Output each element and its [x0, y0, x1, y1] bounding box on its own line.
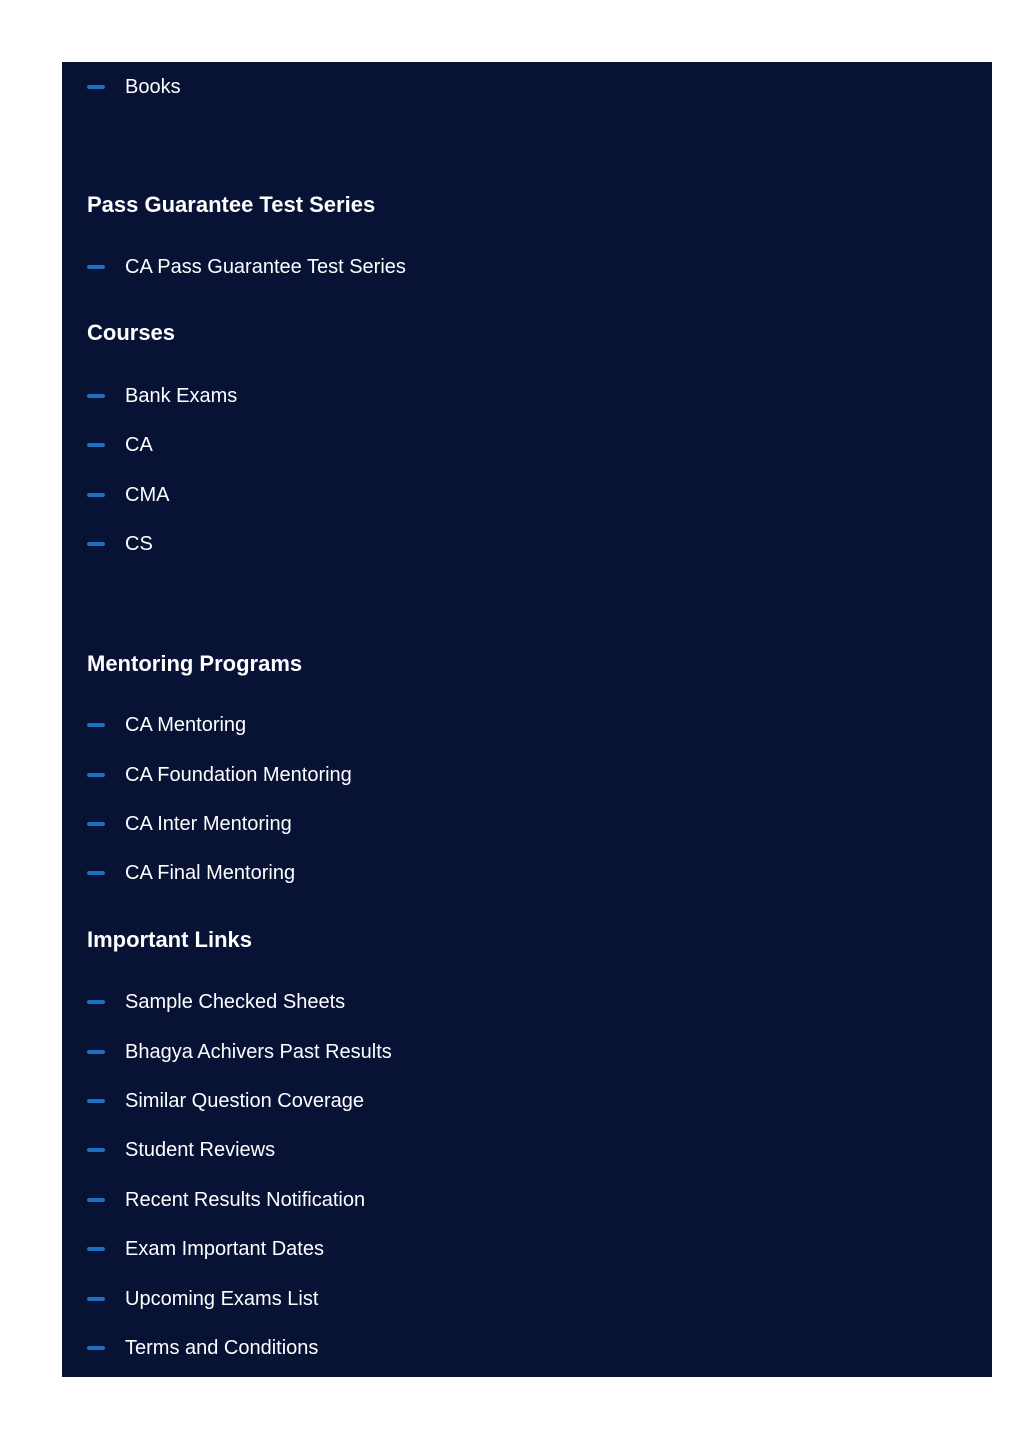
dash-bullet-icon — [87, 443, 105, 447]
link-label: CMA — [125, 484, 170, 506]
dash-bullet-icon — [87, 1148, 105, 1152]
dash-bullet-icon — [87, 493, 105, 497]
section-heading-pass-guarantee: Pass Guarantee Test Series — [87, 192, 376, 217]
link-bhagya-achivers-past-results[interactable] — [87, 1040, 392, 1064]
link-ca-final-mentoring[interactable] — [87, 861, 295, 885]
dash-bullet-icon — [87, 723, 105, 727]
dash-bullet-icon — [87, 542, 105, 546]
dash-bullet-icon — [87, 773, 105, 777]
link-label: Books — [125, 76, 181, 98]
link-label: Recent Results Notification — [125, 1189, 366, 1211]
dash-bullet-icon — [87, 871, 105, 875]
dash-bullet-icon — [87, 394, 105, 398]
section-heading-mentoring-programs: Mentoring Programs — [87, 651, 303, 676]
link-label: CA Pass Guarantee Test Series — [125, 256, 406, 278]
dash-bullet-icon — [87, 1000, 105, 1004]
dash-bullet-icon — [87, 1247, 105, 1251]
link-label: Bhagya Achivers Past Results — [125, 1041, 392, 1063]
link-label: Student Reviews — [125, 1139, 276, 1161]
link-label: Terms and Conditions — [125, 1337, 319, 1359]
link-books[interactable] — [87, 75, 181, 99]
link-ca[interactable] — [87, 433, 153, 457]
link-recent-results-notification[interactable] — [87, 1188, 365, 1212]
link-similar-question-coverage[interactable] — [87, 1089, 364, 1113]
link-ca-inter-mentoring[interactable] — [87, 812, 292, 836]
link-ca-mentoring[interactable] — [87, 713, 246, 737]
section-heading-important-links: Important Links — [87, 927, 253, 952]
link-label: CA Foundation Mentoring — [125, 764, 352, 786]
link-label: CA Final Mentoring — [125, 862, 296, 884]
dash-bullet-icon — [87, 1297, 105, 1301]
dash-bullet-icon — [87, 822, 105, 826]
link-upcoming-exams-list[interactable] — [87, 1287, 318, 1311]
link-label: CA Inter Mentoring — [125, 813, 292, 835]
dash-bullet-icon — [87, 1346, 105, 1350]
dash-bullet-icon — [87, 85, 105, 89]
dash-bullet-icon — [87, 1099, 105, 1103]
link-student-reviews[interactable] — [87, 1138, 275, 1162]
link-label: Sample Checked Sheets — [125, 991, 346, 1013]
link-exam-important-dates[interactable] — [87, 1237, 324, 1261]
link-cs[interactable] — [87, 532, 153, 556]
dash-bullet-icon — [87, 1050, 105, 1054]
link-sample-checked-sheets[interactable] — [87, 990, 345, 1014]
link-label: CS — [125, 533, 153, 555]
section-heading-courses: Courses — [87, 320, 176, 345]
link-bank-exams[interactable] — [87, 384, 237, 408]
dash-bullet-icon — [87, 265, 105, 269]
footer-links-panel — [62, 62, 992, 1377]
link-terms-and-conditions[interactable] — [87, 1336, 318, 1360]
link-label: Exam Important Dates — [125, 1238, 324, 1260]
link-label: CA — [125, 434, 153, 456]
link-label: Upcoming Exams List — [125, 1288, 319, 1310]
link-label: Bank Exams — [125, 385, 238, 407]
link-label: CA Mentoring — [125, 714, 247, 736]
link-ca-foundation-mentoring[interactable] — [87, 763, 352, 787]
link-ca-pass-guarantee-test-series[interactable] — [87, 255, 406, 279]
link-label: Similar Question Coverage — [125, 1090, 364, 1112]
dash-bullet-icon — [87, 1198, 105, 1202]
link-cma[interactable] — [87, 483, 169, 507]
